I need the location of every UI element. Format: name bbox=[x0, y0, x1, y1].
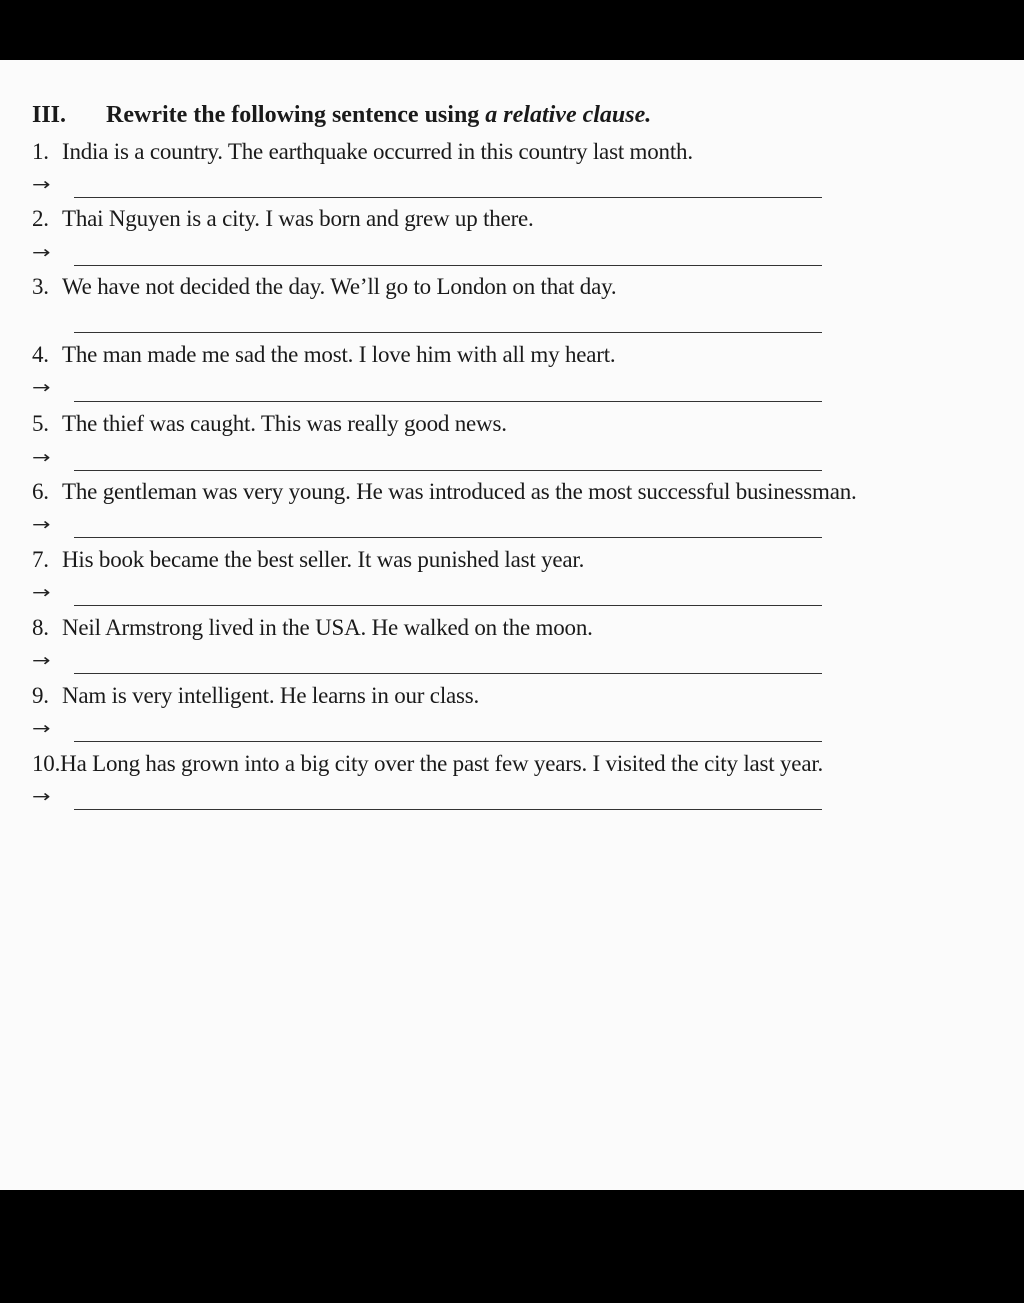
question-number: 5. bbox=[32, 411, 49, 436]
answer-line-4[interactable] bbox=[74, 401, 822, 402]
answer-line-6[interactable] bbox=[74, 537, 822, 538]
instruction-emphasis: a relative clause. bbox=[485, 102, 652, 128]
question-3 bbox=[32, 274, 616, 300]
question-text: Thai Nguyen is a city. I was born and grew up there. bbox=[62, 206, 534, 231]
question-4 bbox=[32, 342, 615, 368]
question-text: The gentleman was very young. He was introduced as the most successful businessman. bbox=[62, 479, 857, 504]
answer-arrow-icon: → bbox=[32, 378, 51, 398]
answer-line-2[interactable] bbox=[74, 265, 822, 266]
question-9 bbox=[32, 683, 479, 709]
answer-line-8[interactable] bbox=[74, 673, 822, 674]
question-text: Neil Armstrong lived in the USA. He walked on the moon. bbox=[62, 615, 593, 640]
answer-arrow-icon: → bbox=[32, 175, 51, 195]
answer-arrow-icon: → bbox=[32, 515, 51, 535]
answer-arrow-icon: → bbox=[32, 583, 51, 603]
answer-arrow-icon: → bbox=[32, 719, 51, 739]
question-text: Ha Long has grown into a big city over the past few years. I visited the city last year. bbox=[60, 751, 824, 776]
question-text: His book became the best seller. It was punished last year. bbox=[62, 547, 585, 572]
answer-arrow-icon: → bbox=[32, 243, 51, 263]
question-number: 10. bbox=[32, 751, 61, 776]
question-number: 6. bbox=[32, 479, 49, 504]
section-number: III. bbox=[32, 102, 67, 128]
instruction-prefix: Rewrite the following sentence using bbox=[106, 102, 486, 128]
answer-line-9[interactable] bbox=[74, 741, 822, 742]
question-7 bbox=[32, 547, 584, 573]
question-2 bbox=[32, 206, 534, 232]
answer-line-5[interactable] bbox=[74, 470, 822, 471]
question-number: 1. bbox=[32, 139, 49, 164]
answer-line-3[interactable] bbox=[74, 332, 822, 333]
question-text: We have not decided the day. We’ll go to London on that day. bbox=[62, 274, 617, 299]
instruction-text bbox=[106, 102, 651, 129]
question-number: 9. bbox=[32, 683, 49, 708]
question-10 bbox=[32, 751, 823, 777]
question-1 bbox=[32, 139, 693, 165]
question-text: Nam is very intelligent. He learns in our class. bbox=[62, 683, 480, 708]
question-5 bbox=[32, 411, 507, 437]
answer-arrow-icon: → bbox=[32, 651, 51, 671]
question-number: 3. bbox=[32, 274, 49, 299]
question-number: 2. bbox=[32, 206, 49, 231]
question-number: 8. bbox=[32, 615, 49, 640]
answer-line-7[interactable] bbox=[74, 605, 822, 606]
answer-arrow-icon: → bbox=[32, 787, 51, 807]
question-text: The man made me sad the most. I love him with all my heart. bbox=[62, 342, 616, 367]
question-text: The thief was caught. This was really good news. bbox=[62, 411, 507, 436]
answer-line-1[interactable] bbox=[74, 197, 822, 198]
question-text: India is a country. The earthquake occurred in this country last month. bbox=[62, 139, 693, 164]
question-8 bbox=[32, 615, 593, 641]
answer-arrow-icon: → bbox=[32, 448, 51, 468]
question-6 bbox=[32, 479, 857, 505]
answer-line-10[interactable] bbox=[74, 809, 822, 810]
question-number: 4. bbox=[32, 342, 49, 367]
section-heading bbox=[32, 102, 651, 129]
question-number: 7. bbox=[32, 547, 49, 572]
